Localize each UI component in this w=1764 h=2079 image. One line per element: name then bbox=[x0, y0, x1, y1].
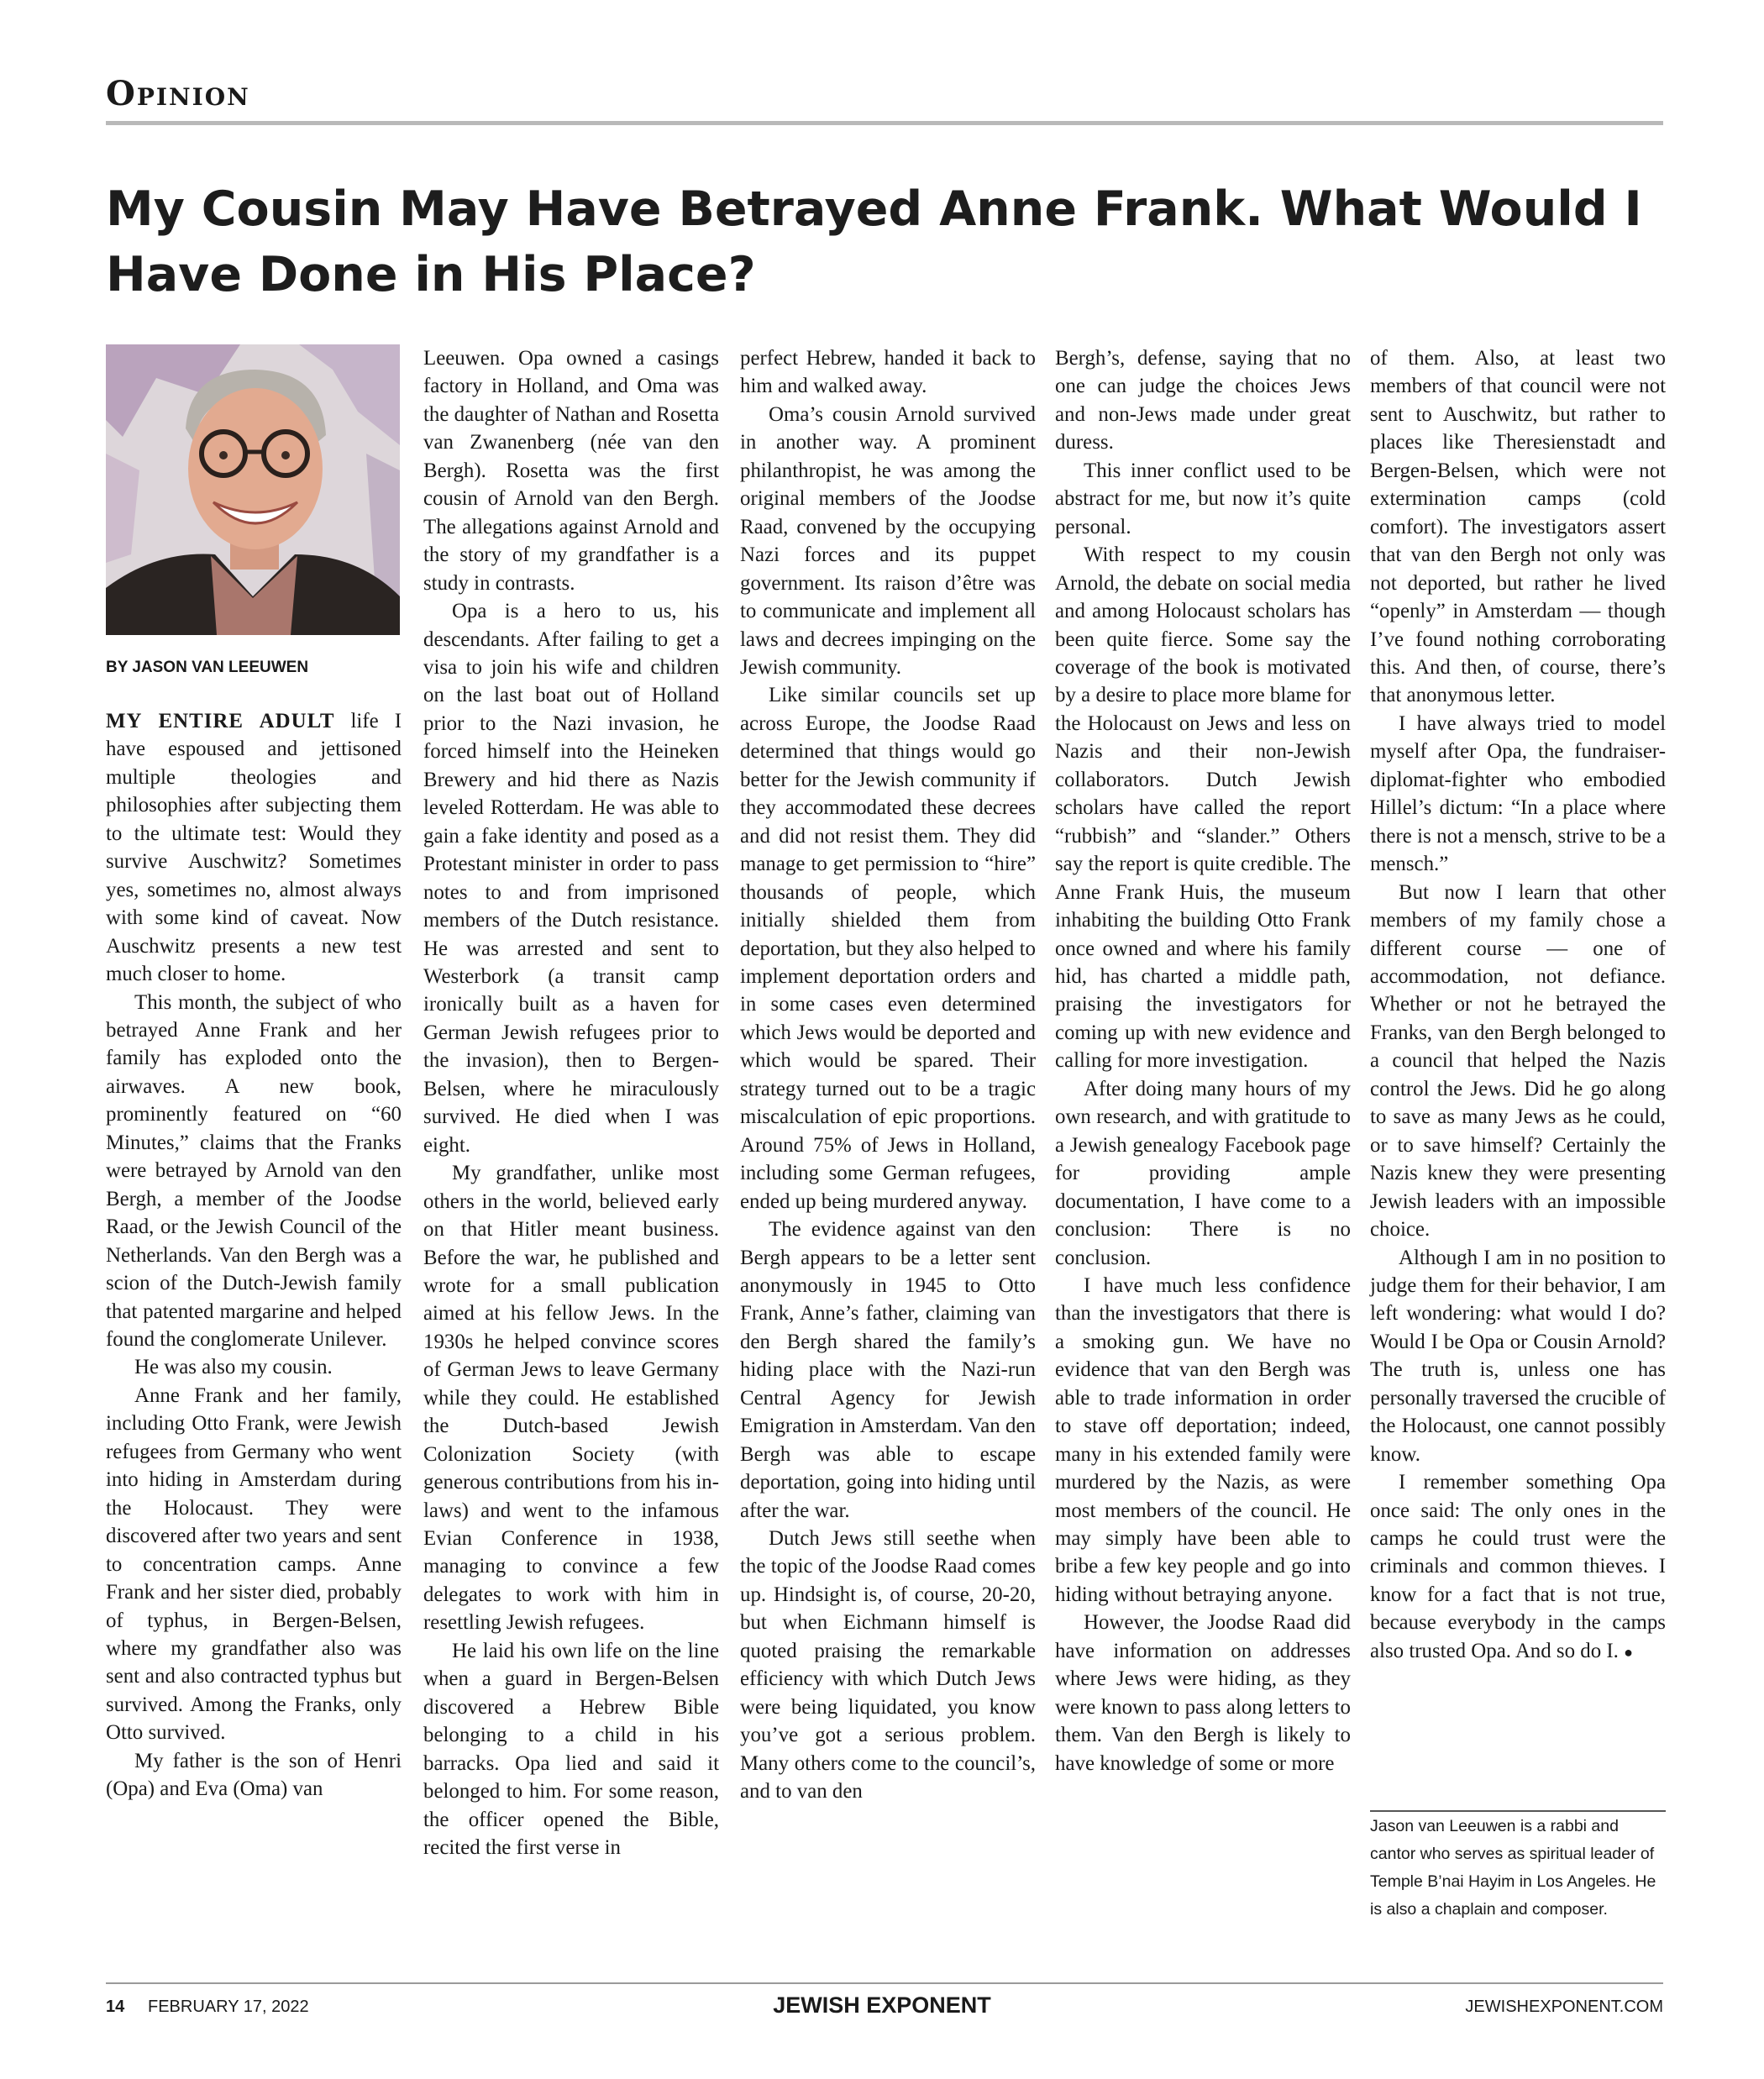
article-column-5 bbox=[1370, 344, 1666, 1667]
paragraph: This inner conflict used to be abstract for me, but now it’s quite personal. bbox=[1055, 459, 1351, 538]
section-divider bbox=[106, 121, 1663, 125]
page-number: 14 bbox=[106, 1998, 125, 2016]
paragraph: MY ENTIRE ADULT life I have espoused and jettisoned multiple theologies and philosophies after subjecting them to the ultimate test: Would they survive Auschwitz? Sometimes yes, sometimes no, almost always with some kind of caveat. Now Auschwitz presents a new test much closer to home. bbox=[106, 710, 402, 986]
issue-date: FEBRUARY 17, 2022 bbox=[148, 1998, 309, 2016]
lead-in: MY ENTIRE ADULT bbox=[106, 710, 335, 732]
paragraph: My grandfather, unlike most others in the world, believed early on that Hitler meant business. Before the war, he published and wrote for a small publication aimed at his fellow Jews. In the 1930s he helped convince scores of German Jews to leave Germany while they could. He established the Dutch-based Jewish Colonization Society (with generous contributions from his in-laws) and went to the infamous Evian Conference in 1938, managing to convince a few delegates to work with him in resettling Jewish refugees. bbox=[423, 1162, 719, 1635]
paragraph: My father is the son of Henri (Opa) and Eva (Oma) van bbox=[106, 1749, 402, 1801]
end-mark-icon: ● bbox=[1624, 1643, 1634, 1661]
section-title: Opinion bbox=[106, 74, 250, 113]
paragraph: This month, the subject of who betrayed Anne Frank and her family has exploded onto the airwaves. A new book, prominently featured on “60 Minutes,” claims that the Franks were betrayed by Arnold van den Bergh, a member of the Joodse Raad, or the Jewish Council of the Netherlands. Van den Bergh was a scion of the Dutch-Jewish family that patented margarine and helped found the conglomerate Unilever. bbox=[106, 990, 402, 1351]
paragraph: Opa is a hero to us, his descendants. After failing to get a visa to join his wife and children on the last boat out of Holland prior to the Nazi invasion, he forced himself into the Heineken Brewery and hid there as Nazis leveled Rotterdam. He was able to gain a fake identity and posed as a Protestant minister in order to pass notes to and from imprisoned members of the Dutch resistance. He was arrested and sent to Westerbork (a transit camp ironically built as a haven for German Jewish refugees prior to the invasion), then to Bergen-Belsen, where he miraculously survived. He died when I was eight. bbox=[423, 600, 719, 1157]
paragraph: He laid his own life on the line when a guard in Bergen-Belsen discovered a Hebrew Bible belonging to a child in his barracks. Opa lied and said it belonged to him. For some reason, the officer opened the Bible, recited the first verse in bbox=[423, 1639, 719, 1860]
footer-divider bbox=[106, 1982, 1663, 1984]
website-url: JEWISHEXPONENT.COM bbox=[1465, 1998, 1663, 2016]
paragraph: The evidence against van den Bergh appears to be a letter sent anonymously in 1945 to Otto Frank, Anne’s father, claiming van den Bergh shared the family’s hiding place with the Nazi-run Central Agency for Jewish Emigration in Amsterdam. Van den Bergh was able to escape deportation, going into hiding until after the war. bbox=[740, 1218, 1036, 1522]
paragraph: After doing many hours of my own research, and with gratitude to a Jewish genealogy Facebook page for providing ample documentation, I have come to a conclusion: There is no conclusion. bbox=[1055, 1077, 1351, 1269]
paragraph: I have much less confidence than the investigators that there is a smoking gun. We have no evidence that van den Bergh was able to trade information in order to stave off deportation; indeed, many in his extended family were murdered by the Nazis, as were most members of the council. He may simply have been able to bribe a few key people and go into hiding without betraying anyone. bbox=[1055, 1273, 1351, 1606]
paragraph: He was also my cousin. bbox=[134, 1356, 333, 1379]
paragraph: Although I am in no position to judge them for their behavior, I am left wondering: what would I do? Would I be Opa or Cousin Arnold? The truth is, unless one has personally traversed the crucible of the Holocaust, one cannot possibly know. bbox=[1370, 1246, 1666, 1466]
article-headline: My Cousin May Have Betrayed Anne Frank. What Would I Have Done in His Place? bbox=[106, 181, 1642, 302]
article-column-4 bbox=[1055, 344, 1351, 1777]
paragraph: Oma’s cousin Arnold survived in another way. A prominent philanthropist, he was among the original members of the Joodse Raad, convened by the occupying Nazi forces and its puppet government. Its raison d’être was to communicate and implement all laws and decrees impinging on the Jewish community. bbox=[740, 402, 1036, 679]
paragraph: Like similar councils set up across Europe, the Joodse Raad determined that things would go better for the Jewish community if they accommodated these decrees and did not resist them. They did manage to get permission to “hire” thousands of people, which initially shielded them from deportation, but they also helped to implement deportation orders and in some cases even determined which Jews would be deported and which would be spared. Their strategy turned out to be a tragic miscalculation of epic proportions. Around 75% of Jews in Holland, including some German refugees, ended up being murdered anyway. bbox=[740, 684, 1036, 1213]
article-column-1 bbox=[106, 707, 402, 1803]
bio-divider bbox=[1370, 1810, 1666, 1812]
paragraph: With respect to my cousin Arnold, the debate on social media and among Holocaust scholars has been quite fierce. Some say the coverage of the book is motivated by a desire to place more blame for the Holocaust on Jews and less on Nazis and their non-Jewish collaborators. Dutch Jewish scholars have called the report “rubbish” and “slander.” Others say the report is quite credible. The Anne Frank Huis, the museum inhabiting the building Otto Frank once owned and where his family hid, has charted a middle path, praising the investigators for coming up with new evidence and calling for more investigation. bbox=[1055, 543, 1351, 1073]
paragraph: Leeuwen. Opa owned a casings factory in Holland, and Oma was the daughter of Nathan and Rosetta van Zwanenberg (née van den Bergh). Rosetta was the first cousin of Arnold van den Bergh. The allegations against Arnold and the story of my grandfather is a study in contrasts. bbox=[423, 347, 719, 595]
article-column-3 bbox=[740, 344, 1036, 1806]
paragraph: But now I learn that other members of my family chose a different course — one of accommodation, not defiance. Whether or not he betrayed the Franks, van den Bergh belonged to a council that helped the Nazis control the Jews. Did he go along to save as many Jews as he could, or to save himself? Certainly the Nazis knew they were presenting Jewish leaders with an impossible choice. bbox=[1370, 880, 1666, 1242]
publication-name: JEWISH EXPONENT bbox=[773, 1992, 991, 2018]
paragraph: I remember something Opa once said: The only ones in the camps he could trust were the criminals and common thieves. I know for a fact that is not true, because everybody in the camps also trusted Opa. And so do I. ● bbox=[1370, 1471, 1666, 1662]
paragraph: Dutch Jews still seethe when the topic of the Joodse Raad comes up. Hindsight is, of course, 20-20, but when Eichmann himself is quoted praising the remarkable efficiency with which Dutch Jews were being liquidated, you know you’ve got a serious problem. Many others come to the council’s, and to van den bbox=[740, 1527, 1036, 1803]
byline: BY JASON VAN LEEUWEN bbox=[106, 659, 309, 676]
paragraph: perfect Hebrew, handed it back to him and walked away. bbox=[740, 347, 1036, 398]
paragraph: I have always tried to model myself after Opa, the fundraiser-diplomat-fighter who embodied Hillel’s dictum: “In a place where there is not a mensch, strive to be a mensch.” bbox=[1370, 711, 1666, 876]
author-photo bbox=[106, 344, 400, 635]
paragraph: However, the Joodse Raad did have information on addresses where Jews were hiding, as they were known to pass along letters to them. Van den Bergh is likely to have knowledge of some or more bbox=[1055, 1611, 1351, 1775]
paragraph: Bergh’s, defense, saying that no one can judge the choices Jews and non-Jews made under great duress. bbox=[1055, 347, 1351, 454]
author-bio: Jason van Leeuwen is a rabbi and cantor who serves as spiritual leader of Temple B’nai Hayim in Los Angeles. He is also a chaplain and composer. bbox=[1370, 1817, 1656, 1919]
paragraph: Anne Frank and her family, including Otto Frank, were Jewish refugees from Germany who went into hiding in Amsterdam during the Holocaust. They were discovered after two years and sent to concentration camps. Anne Frank and her sister died, probably of typhus, in Bergen-Belsen, where my grandfather also was sent and also contracted typhus but survived. Among the Franks, only Otto survived. bbox=[106, 1383, 402, 1745]
article-column-2 bbox=[423, 344, 719, 1861]
paragraph: of them. Also, at least two members of that council were not sent to Auschwitz, but rather to places like Theresienstadt and Bergen-Belsen, which were not extermination camps (cold comfort). The investigators assert that van den Bergh not only was not deported, but rather he lived “openly” in Amsterdam — though I’ve found nothing corroborating this. And then, of course, there’s that anonymous letter. bbox=[1370, 347, 1666, 707]
